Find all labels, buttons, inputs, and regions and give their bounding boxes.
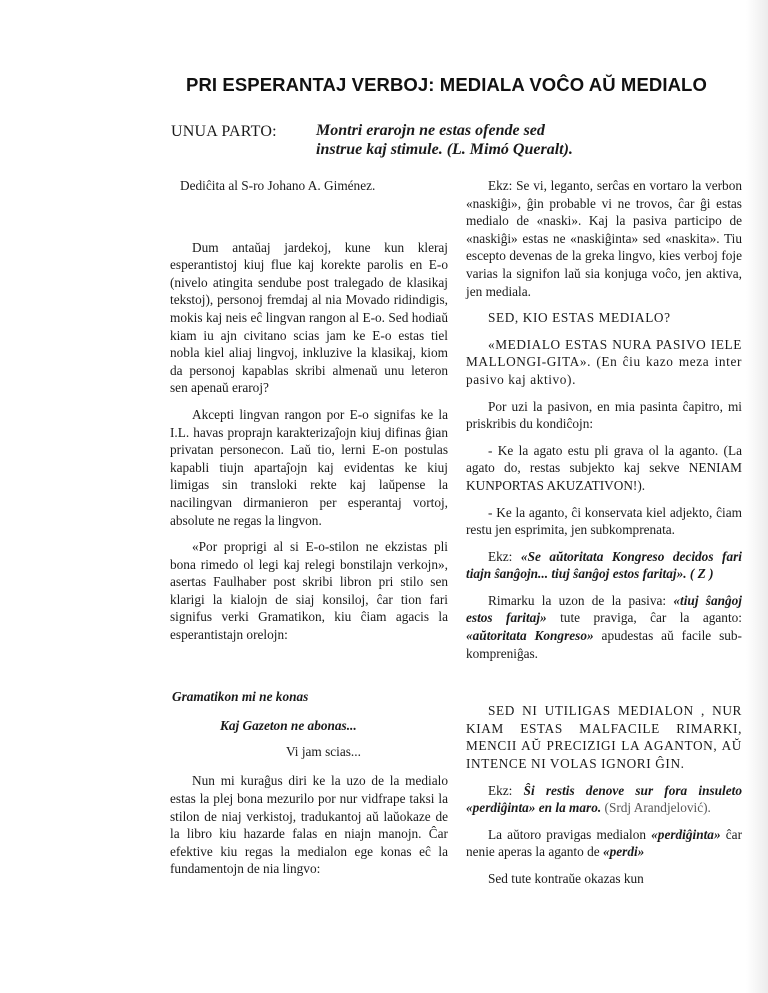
paragraph-medialo-definition: «MEDIALO ESTAS NURA PASIVO IELE MALLONGI-GITA». (En ĉiu kazo meza inter pasivo kaj aktivo). — [466, 336, 742, 387]
section-heading: SED, KIO ESTAS MEDIALO? — [488, 310, 671, 326]
paragraph-language-rank: Akcepti lingvan rangon por E-o signifas ke la I.L. havas proprajn karakterizaĵojn kiuj difinas ĝian privatan personecon. Laŭ tio, lerni E-on postulas kapabli tiujn apartaĵojn kaj evidentas ke kiuj limigas sin transloki rekte kaj laŭpense la nacilingvan dirmanieron per esperantaj vortoj, absolute ne regas la lingvon. — [170, 406, 448, 528]
paragraph-naskigi-example: Ekz: Se vi, leganto, serĉas en vortaro la verbon «naskiĝi», ĝin probable vi ne trovos, ĉar ĝi estas medialo de «naski». Kaj la pasiva participo de «naskiĝi» estas ne «naskiĝinta» sed «naskita». Tiu escepto devenas de la greka lingvo, kies verboj foje varias la signifon laŭ sia konjuga voĉo, jen aktiva, jen mediala. — [466, 178, 742, 299]
paragraph-medialo-measure: Nun mi kuraĝus diri ke la uzo de la medialo estas la plej bona mezurilo por nur vidfrape taksi la stilon de niaj verkistoj, tradukantoj aŭ laŭokaze de la libro kiu hazarde falas en niajn manojn. Ĉar efektive kiu regas la medialon ege konas eĉ la fundamentojn de nia lingvo: — [170, 773, 448, 877]
remark-text-c: apudestas aŭ facile sub-kompreniĝas. — [466, 628, 742, 661]
paragraph-island-example — [466, 782, 742, 817]
island-quote: Ŝi restis denove sur fora insuleto «perdiĝinta» en la maro. — [466, 782, 742, 816]
article-title: PRI ESPERANTAJ VERBOJ: MEDIALA VOĈO AŬ MEDIALO — [186, 74, 707, 95]
dedication: Dediĉita al S-ro Johano A. Giménez. — [180, 178, 376, 193]
poem-line-1: Gramatikon mi ne konas — [172, 688, 309, 704]
motto-line-1: Montri erarojn ne estas ofende sed — [316, 122, 545, 139]
paragraph-condition-2: - Ke la aganto, ĉi konservata kiel adjekto, ĉiam restu jen esprimita, jen subkomprenata. — [466, 504, 742, 538]
remark-text-a: Rimarku la uzon de la pasiva: — [488, 592, 674, 608]
paragraph-author-justifies — [466, 826, 742, 861]
paragraph-two-conditions: Por uzi la pasivon, en mia pasinta ĉapitro, mi priskribis du kondiĉojn: — [466, 398, 742, 432]
paragraph-congress-example — [466, 548, 742, 583]
remark-text-b: tute praviga, ĉar la aganto: — [546, 610, 742, 626]
author-quote-1: «perdiĝinta» — [651, 826, 721, 842]
paragraph-use-medialo: SED NI UTILIGAS MEDIALON , NUR KIAM ESTAS MALFACILE RIMARKI, MENCII AŬ PRECIZIGI LA AGANTON, AŬ INTENCE NI VOLAS IGNORI ĜIN. — [466, 703, 742, 772]
author-text-b: ĉar nenie aperas la aganto de — [466, 826, 742, 860]
page-edge-shadow — [746, 0, 768, 993]
paragraph-faulhaber-quote: «Por proprigi al si E-o-stilon ne ekzistas pli bona rimedo ol legi kaj relegi bonstilajn verkojn», asertas Faulhaber post skribi libron pri stilo sen klarigi la kialojn de siaj konsiloj, ĉar tion fari signifus verki Gramatikon, kiu ĉiam agacis la esperantistajn orelojn: — [170, 539, 448, 643]
example-prefix: Ekz: — [488, 548, 521, 564]
island-source: (Srdj Arandjelović). — [601, 800, 711, 816]
poem-line-3: Vi jam scias... — [286, 743, 361, 759]
author-quote-2: «perdi» — [602, 844, 645, 860]
paragraph-condition-1: - Ke la agato estu pli grava ol la aganto. (La agato do, restas subjekto kaj sekve NENIAM KUNPORTAS AKUZATIVON!). — [466, 442, 742, 493]
paragraph-contrary: Sed tute kontraŭe okazas kun — [488, 871, 644, 886]
author-text-a: La aŭtoro pravigas medialon — [488, 826, 652, 842]
motto-line-2: instrue kaj stimule. (L. Mimó Queralt). — [316, 141, 573, 158]
remark-quote-1: «tiuj ŝanĝoj estos faritaj» — [466, 592, 742, 626]
example-quote: «Se aŭtoritata Kongreso decidos fari tiajn ŝanĝojn... tiuj ŝanĝoj estos faritaj». ( Z ) — [466, 548, 742, 582]
part-motto — [316, 121, 573, 159]
right-column — [466, 177, 742, 897]
paragraph-intro: Dum antaŭaj jardekoj, kune kun kleraj esperantistoj kiuj flue kaj korekte parolis en E-o (nivelo atingita sendube post tralegado de klasikaj tekstoj), personoj fremdaj al nia Movado ridindigis, mokis kaj neis eĉ lingvan rangon al E-o. Sed hodiaŭ kiam iu ajn civitano scias jam ke E-o estas tiel nobla kiel aliaj lingvoj, inkluzive la klasikaj, kiom da personoj kapablas skribi almenaŭ unu leteron sen apenaŭ eraroj? — [170, 239, 448, 396]
remark-quote-2: «aŭtoritata Kongreso» — [466, 628, 594, 644]
paragraph-remark-passive — [466, 592, 742, 662]
poem-line-2: Kaj Gazeton ne abonas... — [220, 718, 357, 734]
island-prefix: Ekz: — [488, 782, 524, 798]
part-label: UNUA PARTO: — [171, 123, 277, 140]
left-column — [170, 177, 448, 887]
